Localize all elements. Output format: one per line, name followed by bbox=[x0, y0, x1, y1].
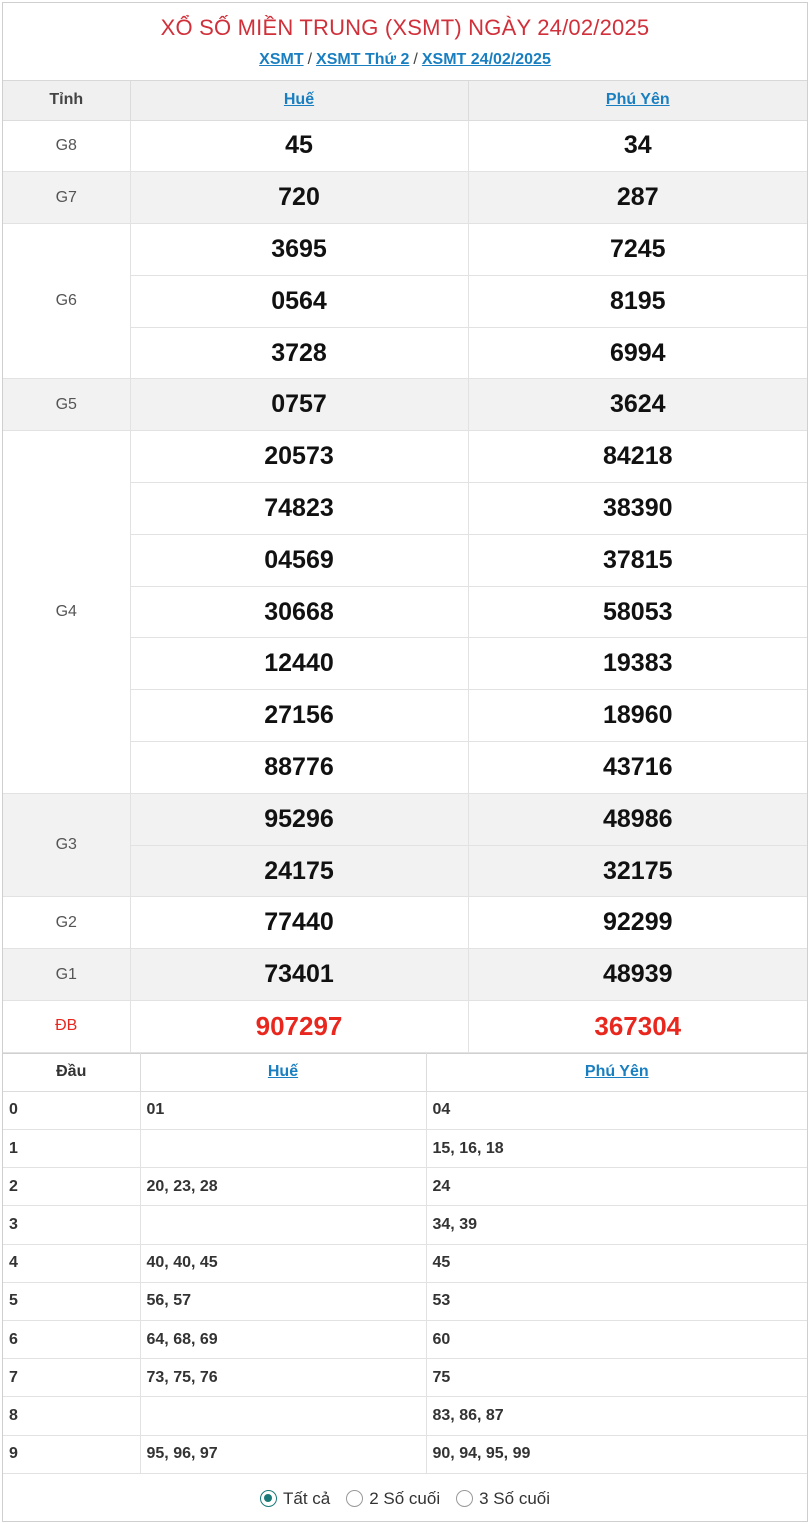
loto-values-hue: 20, 23, 28 bbox=[140, 1168, 426, 1206]
result-number-hue: 0757 bbox=[130, 379, 468, 431]
result-number-hue: 77440 bbox=[130, 897, 468, 949]
result-number-phu-yen: 58053 bbox=[468, 586, 807, 638]
prize-label: G5 bbox=[3, 379, 130, 431]
result-number-phu-yen: 38390 bbox=[468, 483, 807, 535]
loto-head: 2 bbox=[3, 1168, 140, 1206]
filter-all-option[interactable] bbox=[260, 1489, 330, 1509]
filter-all-label: Tất cả bbox=[282, 1488, 331, 1508]
result-row bbox=[3, 431, 807, 483]
loto-head: 0 bbox=[3, 1091, 140, 1129]
loto-row bbox=[3, 1435, 807, 1473]
result-number-phu-yen: 6994 bbox=[468, 327, 807, 379]
loto-province-link-phu-yen[interactable]: Phú Yên bbox=[584, 1063, 649, 1081]
result-number-phu-yen: 37815 bbox=[468, 534, 807, 586]
loto-values-phu-yen: 04 bbox=[426, 1091, 807, 1129]
result-number-hue: 88776 bbox=[130, 742, 468, 794]
breadcrumb-xsmt-date[interactable]: XSMT 24/02/2025 bbox=[421, 51, 551, 68]
breadcrumb-separator: / bbox=[413, 51, 418, 68]
loto-values-phu-yen: 53 bbox=[426, 1282, 807, 1320]
result-number-phu-yen: 8195 bbox=[468, 275, 807, 327]
loto-values-hue bbox=[140, 1397, 426, 1435]
loto-values-phu-yen: 83, 86, 87 bbox=[426, 1397, 807, 1435]
result-number-phu-yen: 92299 bbox=[468, 897, 807, 949]
col-province-label: Tỉnh bbox=[3, 81, 130, 120]
loto-row bbox=[3, 1282, 807, 1320]
prize-label: G7 bbox=[3, 172, 130, 224]
province-link-hue[interactable]: Huế bbox=[283, 91, 315, 109]
filter-3-digits-option[interactable] bbox=[456, 1489, 550, 1509]
result-row bbox=[3, 793, 807, 845]
loto-values-phu-yen: 60 bbox=[426, 1320, 807, 1358]
loto-values-phu-yen: 90, 94, 95, 99 bbox=[426, 1435, 807, 1473]
result-number-phu-yen: 32175 bbox=[468, 845, 807, 897]
results-body bbox=[3, 120, 807, 1052]
loto-head: 9 bbox=[3, 1435, 140, 1473]
loto-head: 1 bbox=[3, 1130, 140, 1168]
result-number-phu-yen: 367304 bbox=[468, 1001, 807, 1053]
loto-row bbox=[3, 1130, 807, 1168]
result-number-hue: 12440 bbox=[130, 638, 468, 690]
result-number-phu-yen: 48939 bbox=[468, 949, 807, 1001]
filter-2-digits-label: 2 Số cuối bbox=[369, 1488, 441, 1508]
breadcrumb-separator: / bbox=[307, 51, 313, 68]
loto-row bbox=[3, 1168, 807, 1206]
prize-label: G2 bbox=[3, 897, 130, 949]
loto-head: 7 bbox=[3, 1359, 140, 1397]
loto-province-link-hue[interactable]: Huế bbox=[267, 1063, 299, 1081]
result-number-hue: 74823 bbox=[130, 483, 468, 535]
result-row bbox=[3, 1001, 807, 1053]
loto-row bbox=[3, 1320, 807, 1358]
breadcrumb bbox=[3, 51, 807, 69]
results-panel bbox=[2, 2, 808, 1522]
loto-values-hue: 56, 57 bbox=[140, 1282, 426, 1320]
result-number-hue: 45 bbox=[130, 120, 468, 172]
loto-values-hue: 64, 68, 69 bbox=[140, 1320, 426, 1358]
radio-icon[interactable] bbox=[456, 1490, 473, 1507]
result-number-phu-yen: 18960 bbox=[468, 690, 807, 742]
result-row bbox=[3, 224, 807, 276]
filter-2-digits-option[interactable] bbox=[346, 1489, 440, 1509]
result-number-hue: 3695 bbox=[130, 224, 468, 276]
loto-values-hue: 40, 40, 45 bbox=[140, 1244, 426, 1282]
loto-head: 3 bbox=[3, 1206, 140, 1244]
result-number-hue: 27156 bbox=[130, 690, 468, 742]
digit-filter bbox=[3, 1474, 807, 1524]
loto-values-hue: 01 bbox=[140, 1091, 426, 1129]
result-number-phu-yen: 3624 bbox=[468, 379, 807, 431]
loto-table bbox=[3, 1053, 807, 1474]
prize-label: G8 bbox=[3, 120, 130, 172]
result-number-hue: 3728 bbox=[130, 327, 468, 379]
loto-values-phu-yen: 75 bbox=[426, 1359, 807, 1397]
loto-head: 6 bbox=[3, 1320, 140, 1358]
loto-values-phu-yen: 24 bbox=[426, 1168, 807, 1206]
loto-header-row bbox=[3, 1053, 807, 1091]
loto-row bbox=[3, 1206, 807, 1244]
loto-values-phu-yen: 34, 39 bbox=[426, 1206, 807, 1244]
loto-head: 8 bbox=[3, 1397, 140, 1435]
result-number-hue: 907297 bbox=[130, 1001, 468, 1053]
loto-values-hue bbox=[140, 1206, 426, 1244]
result-number-hue: 0564 bbox=[130, 275, 468, 327]
result-number-hue: 20573 bbox=[130, 431, 468, 483]
result-row bbox=[3, 379, 807, 431]
result-number-phu-yen: 43716 bbox=[468, 742, 807, 794]
result-row bbox=[3, 120, 807, 172]
result-number-phu-yen: 34 bbox=[468, 120, 807, 172]
results-header-row bbox=[3, 81, 807, 120]
breadcrumb-xsmt[interactable]: XSMT bbox=[259, 51, 304, 68]
result-number-hue: 720 bbox=[130, 172, 468, 224]
result-number-hue: 24175 bbox=[130, 845, 468, 897]
result-number-phu-yen: 19383 bbox=[468, 638, 807, 690]
header bbox=[3, 3, 807, 81]
radio-icon[interactable] bbox=[260, 1490, 277, 1507]
loto-values-phu-yen: 45 bbox=[426, 1244, 807, 1282]
result-row bbox=[3, 172, 807, 224]
prize-label: ĐB bbox=[3, 1001, 130, 1053]
results-table bbox=[3, 81, 807, 1053]
loto-values-hue: 73, 75, 76 bbox=[140, 1359, 426, 1397]
loto-head: 5 bbox=[3, 1282, 140, 1320]
result-number-phu-yen: 48986 bbox=[468, 793, 807, 845]
loto-row bbox=[3, 1091, 807, 1129]
result-number-phu-yen: 287 bbox=[468, 172, 807, 224]
result-number-hue: 95296 bbox=[130, 793, 468, 845]
prize-label: G1 bbox=[3, 949, 130, 1001]
result-row bbox=[3, 897, 807, 949]
loto-head: 4 bbox=[3, 1244, 140, 1282]
filter-3-digits-label: 3 Số cuối bbox=[479, 1488, 551, 1508]
loto-body bbox=[3, 1091, 807, 1473]
result-number-hue: 04569 bbox=[130, 534, 468, 586]
radio-icon[interactable] bbox=[346, 1490, 363, 1507]
loto-row bbox=[3, 1397, 807, 1435]
loto-values-hue: 95, 96, 97 bbox=[140, 1435, 426, 1473]
prize-label: G4 bbox=[3, 431, 130, 794]
loto-values-hue bbox=[140, 1130, 426, 1168]
result-number-hue: 30668 bbox=[130, 586, 468, 638]
result-number-hue: 73401 bbox=[130, 949, 468, 1001]
result-number-phu-yen: 84218 bbox=[468, 431, 807, 483]
prize-label: G6 bbox=[3, 224, 130, 379]
page-title: XỔ SỐ MIỀN TRUNG (XSMT) NGÀY 24/02/2025 bbox=[160, 15, 650, 40]
loto-row bbox=[3, 1359, 807, 1397]
prize-label: G3 bbox=[3, 793, 130, 897]
loto-values-phu-yen: 15, 16, 18 bbox=[426, 1130, 807, 1168]
result-row bbox=[3, 949, 807, 1001]
breadcrumb-xsmt-thu-2[interactable]: XSMT Thứ 2 bbox=[316, 51, 410, 68]
loto-row bbox=[3, 1244, 807, 1282]
col-head-label: Đầu bbox=[3, 1053, 140, 1091]
province-link-phu-yen[interactable]: Phú Yên bbox=[605, 91, 670, 109]
result-number-phu-yen: 7245 bbox=[468, 224, 807, 276]
